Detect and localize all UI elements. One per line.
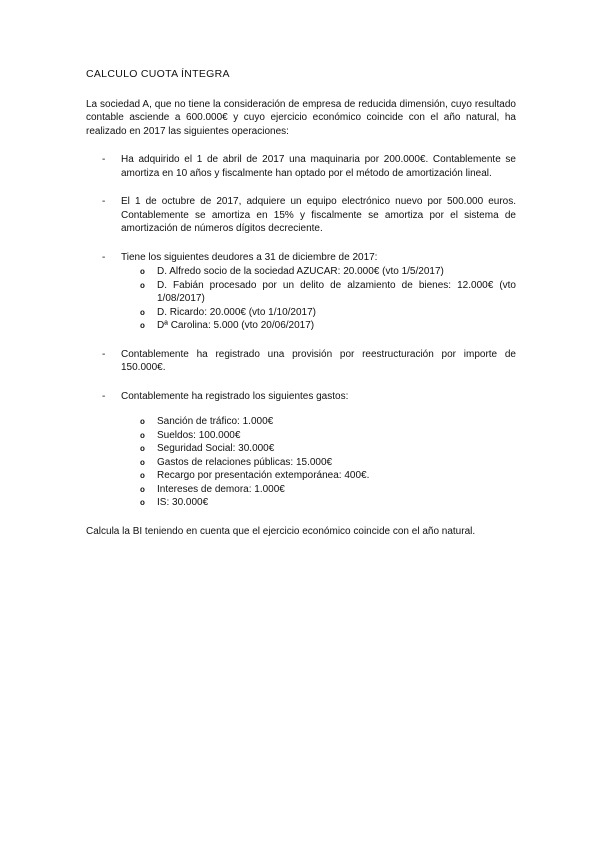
circle-bullet-icon: o [140, 444, 145, 453]
list-item: o Sueldos: 100.000€ [140, 429, 241, 441]
list-item: o D. Ricardo: 20.000€ (vto 1/10/2017) [140, 306, 316, 318]
operation-text: Contablemente ha registrado los siguientes gastos: [121, 390, 349, 402]
list-item: o Sanción de tráfico: 1.000€ [140, 416, 274, 427]
circle-bullet-icon: o [140, 498, 145, 507]
list-item: o D. Alfredo socio de la sociedad AZUCAR: 20.000€ (vto 1/5/2017) [140, 266, 444, 277]
operation-text: Tiene los siguientes deudores a 31 de diciembre de 2017: [121, 251, 378, 263]
closing-paragraph: Calcula la BI teniendo en cuenta que el ejercicio económico coincide con el año natural. [86, 525, 476, 537]
operation-text: Ha adquirido el 1 de abril de 2017 una maquinaria por 200.000€. Contablemente se amortiza en 10 años y fiscalmente han optado por el método de amortización lineal. [121, 154, 516, 179]
circle-bullet-icon: o [140, 484, 145, 494]
operation-item-5 [86, 390, 516, 510]
circle-bullet-icon: o [140, 417, 145, 426]
document-title: CALCULO CUOTA ÍNTEGRA [86, 68, 230, 80]
list-item: o Recargo por presentación extemporánea: 400€. [140, 470, 370, 481]
list-item: o IS: 30.000€ [140, 497, 209, 508]
document-page [86, 68, 516, 538]
list-item: o Intereses de demora: 1.000€ [140, 483, 285, 495]
operation-item-4 [86, 348, 516, 375]
list-item: o Dª Carolina: 5.000 (vto 20/06/2017) [140, 320, 315, 331]
dash-bullet: - [102, 390, 106, 402]
circle-bullet-icon: o [140, 267, 145, 276]
operations-list [86, 153, 516, 510]
debtors-list [121, 265, 516, 333]
operation-item-3 [86, 251, 516, 333]
dash-bullet: - [102, 154, 106, 165]
list-item: o D. Fabián procesado por un delito de alzamiento de bienes: 12.000€ (vto 1/08/2017) [140, 279, 516, 304]
operation-text: Contablemente ha registrado una provisión por reestructuración por importe de 150.000€. [121, 348, 516, 373]
circle-bullet-icon: o [140, 280, 145, 290]
dash-bullet: - [102, 348, 106, 360]
expenses-list [121, 415, 516, 510]
intro-paragraph: La sociedad A, que no tiene la consideración de empresa de reducida dimensión, cuyo resultado contable asciende a 600.000€ y cuyo ejercicio económico coincide con el año natural, ha realizado en 2017 las siguientes operaciones: [86, 98, 516, 137]
circle-bullet-icon: o [140, 430, 145, 440]
dash-bullet: - [102, 251, 106, 263]
circle-bullet-icon: o [140, 457, 145, 467]
operation-text: El 1 de octubre de 2017, adquiere un equipo electrónico nuevo por 500.000 euros. Contablemente se amortiza en 15% y fiscalmente se amortiza por el sistema de amortización de números dígitos decreciente. [121, 196, 516, 234]
operation-item-2 [86, 195, 516, 236]
operation-item-1 [86, 153, 516, 180]
circle-bullet-icon: o [140, 471, 145, 480]
list-item: o Gastos de relaciones públicas: 15.000€ [140, 456, 333, 468]
circle-bullet-icon: o [140, 307, 145, 317]
dash-bullet: - [102, 196, 106, 207]
circle-bullet-icon: o [140, 321, 145, 330]
list-item: o Seguridad Social: 30.000€ [140, 443, 275, 454]
